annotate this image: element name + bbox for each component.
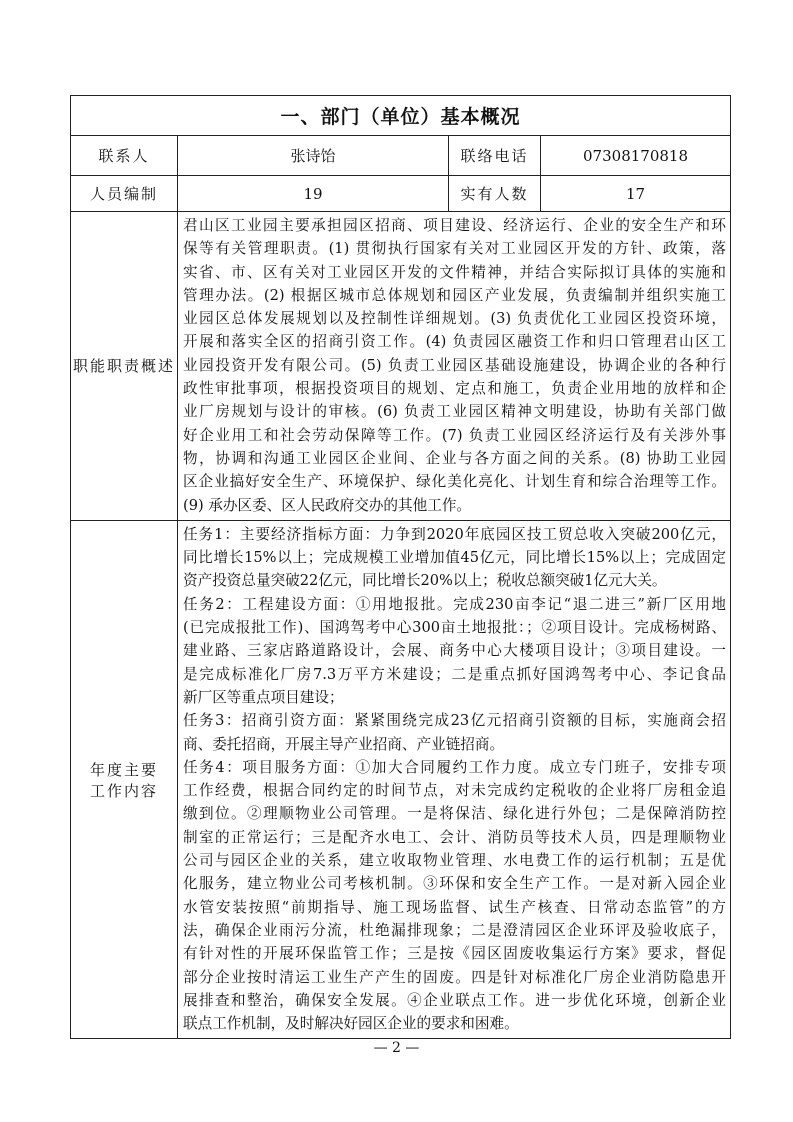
duties-line: 政性审批事项，根据投资项目的规划、定点和施工，负责企业用地的放样和企	[183, 380, 727, 398]
annual-line: 工作经费，根据合同约定的时间节点，对未完成约定税收的企业将厂房租金追	[183, 782, 727, 800]
overview-table	[70, 95, 731, 1039]
phone-value: 07308170818	[541, 136, 731, 176]
duties-line: 业厂房规划与设计的审核。(6) 负责工业园区精神文明建设，协助有关部门做	[183, 403, 727, 421]
duties-line: 保等有关管理职责。(1) 贯彻执行国家有关对工业园区开发的方针、政策，落	[183, 240, 727, 258]
annual-line: 商、委托招商，开展主导产业招商、产业链招商。	[183, 735, 505, 753]
annual-line: 有针对性的开展环保监管工作；三是按《园区固废收集运行方案》要求，督促	[183, 945, 727, 963]
duties-line: 业园区总体发展规划以及控制性详细规划。(3) 负责优化工业园区投资环境，	[183, 310, 727, 328]
annual-line: 任务3：招商引资方面：紧紧围绕完成23亿元招商引资额的目标，实施商会招	[183, 712, 727, 730]
annual-line: 任务2：工程建设方面：①用地报批。完成230亩李记“退二进三”新厂区用地	[183, 595, 727, 613]
annual-line: 制室的正常运行；三是配齐水电工、会计、消防员等技术人员，四是理顺物业	[183, 828, 727, 846]
duties-line: 物，协调和沟通工业园区企业间、企业与各方面之间的关系。(8) 协助工业园	[183, 449, 727, 467]
duties-line: 开展和落实全区的招商引资工作。(4) 负责园区融资工作和归口管理君山区工	[183, 333, 727, 351]
annual-line: 任务4：项目服务方面：①加大合同履约工作力度。成立专门班子，安排专项	[183, 758, 727, 776]
annual-line: 资产投资总量突破22亿元，同比增长20%以上；税收总额突破1亿元大关。	[183, 572, 667, 590]
duties-text	[178, 212, 731, 521]
actual-staff-label: 实有人数	[449, 176, 541, 212]
annual-line: 展排查和整治，确保安全发展。④企业联点工作。进一步优化环境，创新企业	[183, 991, 727, 1009]
section-title: 一、部门（单位）基本概况	[71, 96, 731, 136]
annual-line: 缴到位。②理顺物业公司管理。一是将保洁、绿化进行外包；二是保障消防控	[183, 805, 727, 823]
contact-value: 张诗饴	[178, 136, 449, 176]
staff-quota-value: 19	[178, 176, 449, 212]
annual-line: 同比增长15%以上；完成规模工业增加值45亿元，同比增长15%以上；完成固定	[183, 549, 727, 567]
duties-line: (9) 承办区委、区人民政府交办的其他工作。	[183, 496, 472, 514]
duties-line: 业园投资开发有限公司。(5) 负责工业园区基础设施建设，协调企业的各种行	[183, 356, 727, 374]
annual-line: 化服务，建立物业公司考核机制。③环保和安全生产工作。一是对新入园企业	[183, 875, 727, 893]
duties-label: 职能职责概述	[71, 212, 178, 521]
annual-label-line2: 工作内容	[89, 781, 158, 800]
annual-line: 是完成标准化厂房7.3万平方米建设；二是重点抓好国鸿驾考中心、李记食品	[183, 665, 727, 683]
staff-quota-label: 人员编制	[71, 176, 178, 212]
annual-work-label	[71, 520, 178, 1039]
page-number: — 2 —	[373, 1040, 420, 1056]
duties-line: 区企业搞好安全生产、环境保护、绿化美化亮化、计划生育和综合治理等工作。	[183, 473, 727, 491]
annual-line: (已完成报批工作)、国鸿驾考中心300亩土地报批：；②项目设计。完成杨树路、	[183, 619, 727, 637]
duties-line: 好企业用工和社会劳动保障等工作。(7) 负责工业园区经济运行及有关涉外事	[183, 426, 727, 444]
annual-line: 公司与园区企业的关系，建立收取物业管理、水电费工作的运行机制；五是优	[183, 852, 727, 870]
annual-line: 法，确保企业雨污分流，杜绝漏排现象；二是澄清园区企业环评及验收底子，	[183, 921, 727, 939]
annual-work-text	[178, 520, 731, 1039]
actual-staff-value: 17	[541, 176, 731, 212]
annual-line: 任务1：主要经济指标方面：力争到2020年底园区技工贸总收入突破200亿元，	[183, 525, 727, 543]
annual-line: 建业路、三家店路道路设计，会展、商务中心大楼项目设计；③项目建设。一	[183, 642, 727, 660]
annual-line: 新厂区等重点项目建设；	[183, 688, 344, 706]
duties-line: 管理办法。(2) 根据区城市总体规划和园区产业发展，负责编制并组织实施工	[183, 286, 727, 304]
annual-line: 联点工作机制，及时解决好园区企业的要求和困难。	[183, 1015, 519, 1033]
annual-line: 水管安装按照“前期指导、施工现场监督、试生产核查、日常动态监管”的方	[183, 898, 727, 916]
annual-label-line1: 年度主要	[89, 760, 158, 779]
phone-label: 联络电话	[449, 136, 541, 176]
duties-line: 君山区工业园主要承担园区招商、项目建设、经济运行、企业的安全生产和环	[183, 217, 727, 234]
annual-line: 部分企业按时清运工业生产产生的固废。四是针对标准化厂房企业消防隐患开	[183, 968, 727, 986]
contact-label: 联系人	[71, 136, 178, 176]
duties-line: 实省、市、区有关对工业园区开发的文件精神，并结合实际拟订具体的实施和	[183, 263, 727, 281]
